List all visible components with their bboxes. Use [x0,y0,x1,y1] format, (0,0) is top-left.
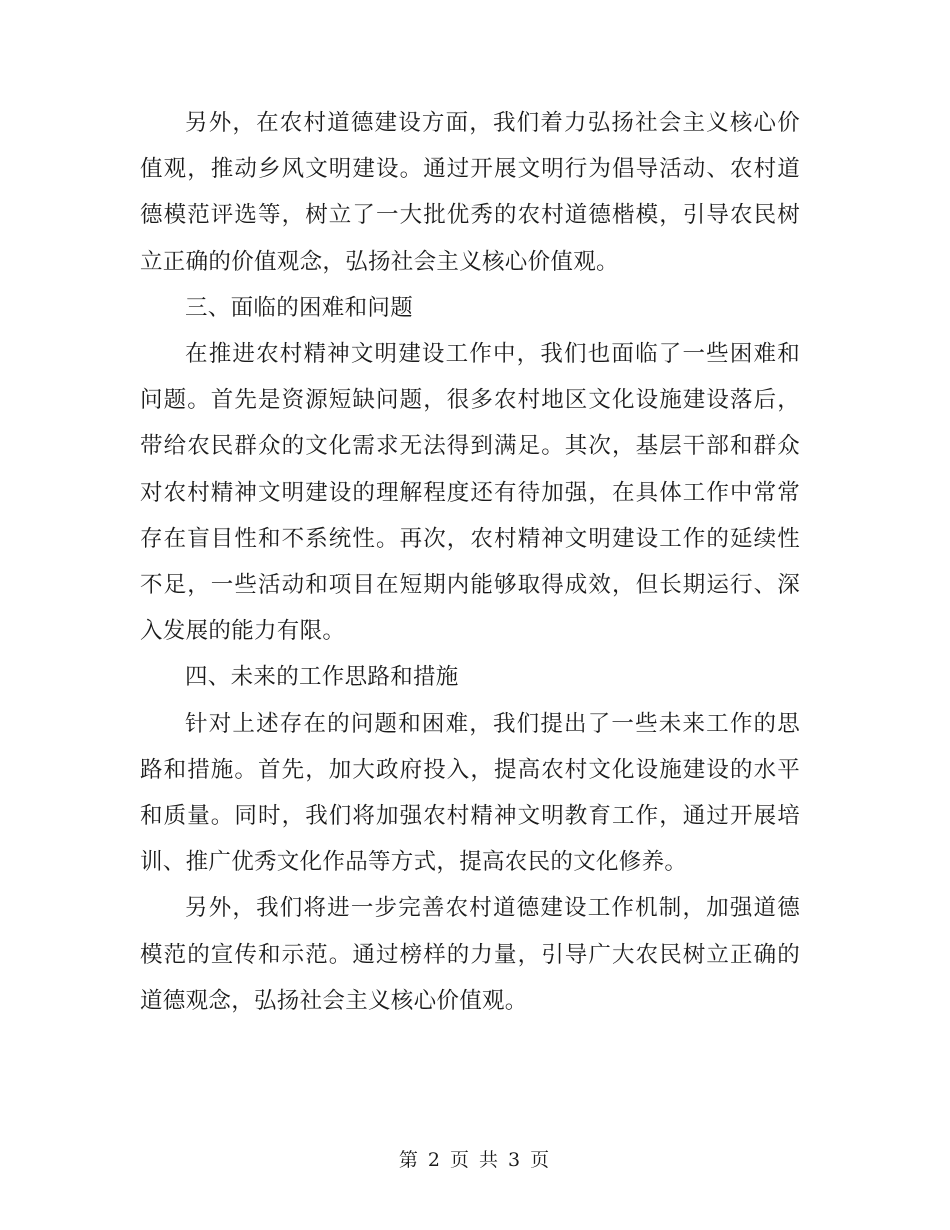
paragraph-moral-mechanism: 另外，我们将进一步完善农村道德建设工作机制，加强道德模范的宣传和示范。通过榜样的力量，引导广大农民树立正确的道德观念，弘扬社会主义核心价值观。 [140,895,800,1014]
document-body [140,100,800,1024]
paragraph-difficulties: 在推进农村精神文明建设工作中，我们也面临了一些困难和问题。首先是资源短缺问题，很多农村地区文化设施建设落后，带给农民群众的文化需求无法得到满足。其次，基层干部和群众对农村精神文明建设的理解程度还有待加强，在具体工作中常常存在盲目性和不系统性。再次，农村精神文明建设工作的延续性不足，一些活动和项目在短期内能够取得成效，但长期运行、深入发展的能力有限。 [140,341,800,645]
paragraph-future-measures: 针对上述存在的问题和困难，我们提出了一些未来工作的思路和措施。首先，加大政府投入，提高农村文化设施建设的水平和质量。同时，我们将加强农村精神文明教育工作，通过开展培训、推广优秀文化作品等方式，提高农民的文化修养。 [140,710,800,876]
page-number-footer: 第 2 页 共 3 页 [398,1149,552,1171]
section-heading-future-plans: 四、未来的工作思路和措施 [185,664,459,691]
section-heading-difficulties: 三、面临的困难和问题 [185,294,414,321]
paragraph-moral-construction: 另外，在农村道德建设方面，我们着力弘扬社会主义核心价值观，推动乡风文明建设。通过开展文明行为倡导活动、农村道德模范评选等，树立了一大批优秀的农村道德楷模，引导农民树立正确的价值观念，弘扬社会主义核心价值观。 [140,110,800,275]
